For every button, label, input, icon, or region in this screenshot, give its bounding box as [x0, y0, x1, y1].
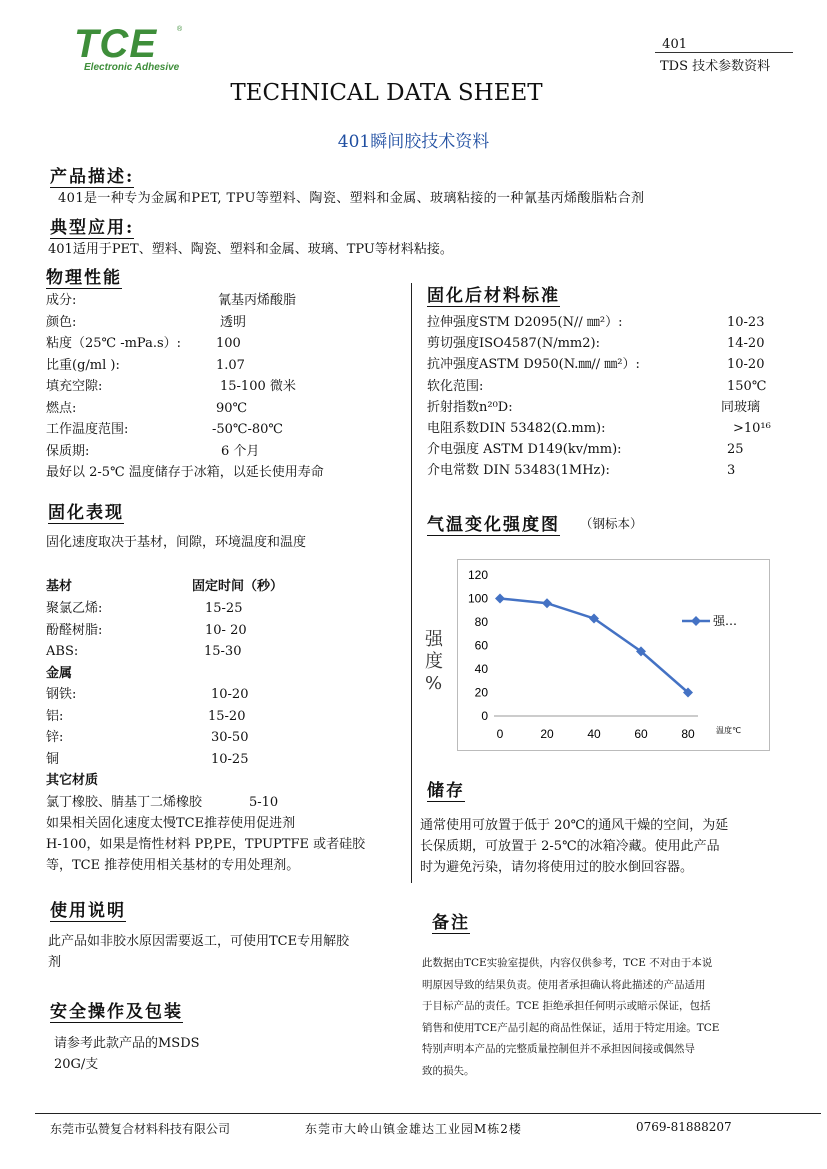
- table-row: [427, 376, 767, 397]
- property-label: 电阻系数DIN 53482(Ω.mm):: [427, 420, 606, 436]
- substrate-label: 锌:: [46, 730, 64, 745]
- remarks-text: [422, 953, 782, 1082]
- y-tick-label: 120: [467, 568, 488, 582]
- logo: TCE: [74, 22, 157, 66]
- y-tick-label: 100: [467, 591, 488, 606]
- property-label: 颜色:: [46, 314, 77, 330]
- curing-note-line: 等，TCE 推荐使用相关基材的专用处理剂。: [46, 858, 300, 873]
- col-fix-time: 固定时间（秒）: [192, 579, 284, 594]
- page-subtitle: 401瞬间胶技术资料: [337, 132, 490, 152]
- x-tick-label: 0: [496, 727, 504, 741]
- legend-label: 强…: [713, 614, 738, 628]
- property-value: 15-100 微米: [220, 379, 296, 394]
- remarks-line: 明原因导致的结果负责。使用者承担确认将此描述的产品适用: [422, 978, 706, 991]
- cured-table: [427, 312, 771, 482]
- usage-heading: 使用说明: [50, 896, 126, 922]
- table-row: [46, 792, 406, 814]
- storage-heading: 储存: [427, 776, 465, 802]
- substrate-label: 铝:: [46, 708, 64, 724]
- footer-phone: 0769-81888207: [636, 1120, 732, 1134]
- physical-note: 最好以 2-5℃ 温度储存于冰箱，以延长使用寿命: [46, 465, 324, 480]
- physical-table: [46, 290, 406, 483]
- usage-line: 剂: [48, 955, 62, 970]
- table-row: [46, 312, 406, 334]
- table-row: [46, 333, 406, 355]
- cured-heading: 固化后材料标准: [427, 281, 560, 307]
- y-axis-label-char: %: [425, 673, 443, 694]
- property-label: 比重(g/ml ):: [46, 357, 120, 373]
- table-row: [46, 290, 406, 312]
- fix-time-value: 10- 20: [205, 622, 247, 638]
- property-value: 90℃: [216, 400, 248, 416]
- logo-subtitle: Electronic Adhesive: [84, 62, 180, 73]
- fix-time-value: 5-10: [249, 794, 279, 810]
- y-tick-label: 40: [474, 662, 488, 676]
- safety-line: 请参考此款产品的MSDS: [54, 1036, 200, 1051]
- usage-line: 此产品如非胶水原因需要返工，可使用TCE专用解胶: [48, 934, 350, 949]
- remarks-line: 销售和使用TCE产品引起的商品性保证，适用于特定用途。TCE: [422, 1021, 720, 1034]
- substrate-label: 聚氯乙烯:: [46, 601, 103, 616]
- table-row: [46, 749, 406, 771]
- footer-divider: [35, 1113, 821, 1114]
- curing-table: [46, 598, 406, 876]
- doc-number: 401: [662, 37, 687, 52]
- table-row: [427, 397, 767, 418]
- property-label: 抗冲强度ASTM D950(N.㎜// ㎜²）:: [427, 357, 640, 373]
- storage-text: [420, 815, 790, 878]
- property-label: 剪切强度ISO4587(N/mm2):: [427, 336, 600, 352]
- applications-heading: 典型应用:: [50, 213, 134, 239]
- applications-text: 401适用于PET、塑料、陶瓷、塑料和金属、玻璃、TPU等材料粘接。: [48, 242, 453, 257]
- curing-note-line: H-100，如果是惰性材料 PP,PE，TPUPTFE 或者硅胶: [46, 837, 366, 852]
- table-row: [46, 706, 406, 728]
- storage-line: 长保质期，可放置于 2-5℃的冰箱冷藏。使用此产品: [420, 839, 720, 854]
- y-tick-label: 20: [474, 685, 488, 700]
- fix-time-value: 30-50: [211, 730, 249, 745]
- table-row: [427, 439, 767, 460]
- fix-time-value: 15-25: [205, 601, 243, 616]
- property-value: -50℃-80℃: [212, 422, 283, 437]
- data-point: [495, 594, 505, 604]
- description-heading: 产品描述:: [50, 162, 134, 188]
- property-label: 填充空隙:: [46, 379, 103, 394]
- safety-text: [54, 1033, 354, 1075]
- property-value: 6 个月: [221, 443, 260, 459]
- y-tick-label: 60: [474, 638, 488, 653]
- group-heading: 金属: [46, 665, 73, 681]
- safety-line: 20G/支: [54, 1057, 99, 1072]
- column-divider: [411, 283, 412, 883]
- footer-address: 东莞市大岭山镇金雄达工业园M栋2楼: [305, 1122, 522, 1136]
- fix-time-value: 15-20: [208, 708, 246, 724]
- physical-heading: 物理性能: [46, 263, 122, 289]
- property-value: >10¹⁶: [733, 420, 771, 436]
- y-axis-label: [425, 629, 444, 694]
- remarks-line: 特别声明本产品的完整质量控制但并不承担因间接或偶然导: [422, 1043, 695, 1055]
- remarks-line: 于目标产品的责任。TCE 拒绝承担任何明示或暗示保证，包括: [422, 1000, 711, 1012]
- property-label: 工作温度范围:: [46, 422, 129, 437]
- property-value: 透明: [220, 314, 247, 330]
- doc-type: TDS 技术参数资料: [660, 59, 771, 74]
- y-tick-label: 0: [481, 709, 488, 723]
- strength-chart: [420, 559, 780, 759]
- y-axis-label-char: 度: [425, 651, 443, 672]
- table-row: [46, 598, 406, 620]
- x-tick-label: 60: [634, 727, 648, 741]
- table-row: [427, 354, 767, 375]
- curing-note-line: 如果相关固化速度太慢TCE推荐使用促进剂: [46, 816, 296, 831]
- storage-line: 时为避免污染，请勿将使用过的胶水倒回容器。: [420, 860, 694, 875]
- table-row: [46, 355, 406, 377]
- table-row: [46, 441, 406, 463]
- safety-heading: 安全操作及包装: [50, 997, 183, 1023]
- chart-heading: 气温变化强度图: [427, 510, 560, 536]
- curing-heading: 固化表现: [48, 498, 124, 524]
- property-label: 粘度（25℃ -mPa.s）:: [46, 336, 182, 351]
- table-row: [46, 398, 406, 420]
- col-substrate: 基材: [46, 579, 73, 594]
- table-row: [427, 418, 771, 439]
- series-line: [500, 599, 688, 693]
- usage-text: [48, 931, 408, 973]
- table-row: [427, 333, 767, 354]
- property-label: 软化范围:: [427, 378, 484, 394]
- property-value: 10-20: [727, 357, 765, 373]
- table-row: [46, 727, 406, 749]
- fix-time-value: 10-20: [211, 687, 249, 702]
- property-value: 10-23: [727, 315, 765, 330]
- substrate-label: 铜: [46, 751, 60, 767]
- x-axis-label: 温度℃: [716, 726, 741, 735]
- substrate-label: 氯丁橡胶、腈基丁二烯橡胶: [46, 794, 203, 810]
- x-tick-label: 20: [540, 727, 554, 741]
- y-axis-label-char: 强: [425, 629, 443, 650]
- property-value: 100: [216, 336, 241, 351]
- header-divider: [655, 52, 793, 53]
- table-row: [427, 312, 767, 333]
- fix-time-value: 10-25: [211, 751, 249, 767]
- property-value: 25: [727, 442, 744, 458]
- table-row: [46, 419, 406, 441]
- property-value: 1.07: [216, 357, 245, 373]
- property-value: 同玻璃: [721, 399, 761, 415]
- remarks-line: 此数据由TCE实验室提供，内容仅供参考，TCE 不对由于本说: [422, 957, 713, 969]
- table-row: [46, 376, 406, 398]
- registered-mark: ®: [177, 26, 183, 33]
- substrate-label: ABS:: [46, 644, 79, 659]
- description-text: 401是一种专为金属和PET, TPU等塑料、陶瓷、塑料和金属、玻璃粘接的一种氰基丙烯酸脂粘合剂: [58, 191, 645, 206]
- remarks-heading: 备注: [432, 908, 470, 934]
- chart-heading-note: （钢标本）: [580, 516, 643, 531]
- table-row: [46, 641, 406, 663]
- legend-marker: [691, 616, 701, 626]
- page-title: TECHNICAL DATA SHEET: [230, 80, 543, 106]
- property-label: 介电常数 DIN 53483(1MHz):: [427, 463, 610, 479]
- data-point: [542, 598, 552, 608]
- fix-time-value: 15-30: [204, 644, 242, 659]
- x-tick-label: 80: [681, 727, 695, 741]
- property-value: 氰基丙烯酸脂: [218, 293, 297, 308]
- curing-intro: 固化速度取决于基材，间隙，环境温度和温度: [46, 535, 307, 550]
- group-heading: 其它材质: [46, 773, 99, 788]
- remarks-line: 致的损失。: [422, 1064, 475, 1077]
- substrate-label: 钢铁:: [46, 687, 77, 702]
- substrate-label: 酚醛树脂:: [46, 622, 103, 638]
- storage-line: 通常使用可放置于低于 20℃的通风干燥的空间，为延: [420, 818, 729, 833]
- property-label: 折射指数n²⁰D:: [427, 399, 513, 415]
- x-tick-label: 40: [587, 727, 601, 741]
- property-label: 保质期:: [46, 443, 90, 459]
- footer-company: 东莞市弘赞复合材料科技有限公司: [50, 1122, 231, 1136]
- table-row: [427, 460, 767, 481]
- table-row: [46, 620, 406, 642]
- property-value: 14-20: [727, 336, 765, 352]
- property-value: 150℃: [727, 378, 767, 394]
- property-label: 成分:: [46, 293, 77, 308]
- table-row: [46, 684, 406, 706]
- property-label: 拉伸强度STM D2095(N// ㎜²）:: [427, 315, 623, 330]
- property-value: 3: [727, 463, 736, 479]
- y-tick-label: 80: [474, 615, 488, 629]
- property-label: 燃点:: [46, 400, 77, 416]
- property-label: 介电强度 ASTM D149(kv/mm):: [427, 442, 622, 458]
